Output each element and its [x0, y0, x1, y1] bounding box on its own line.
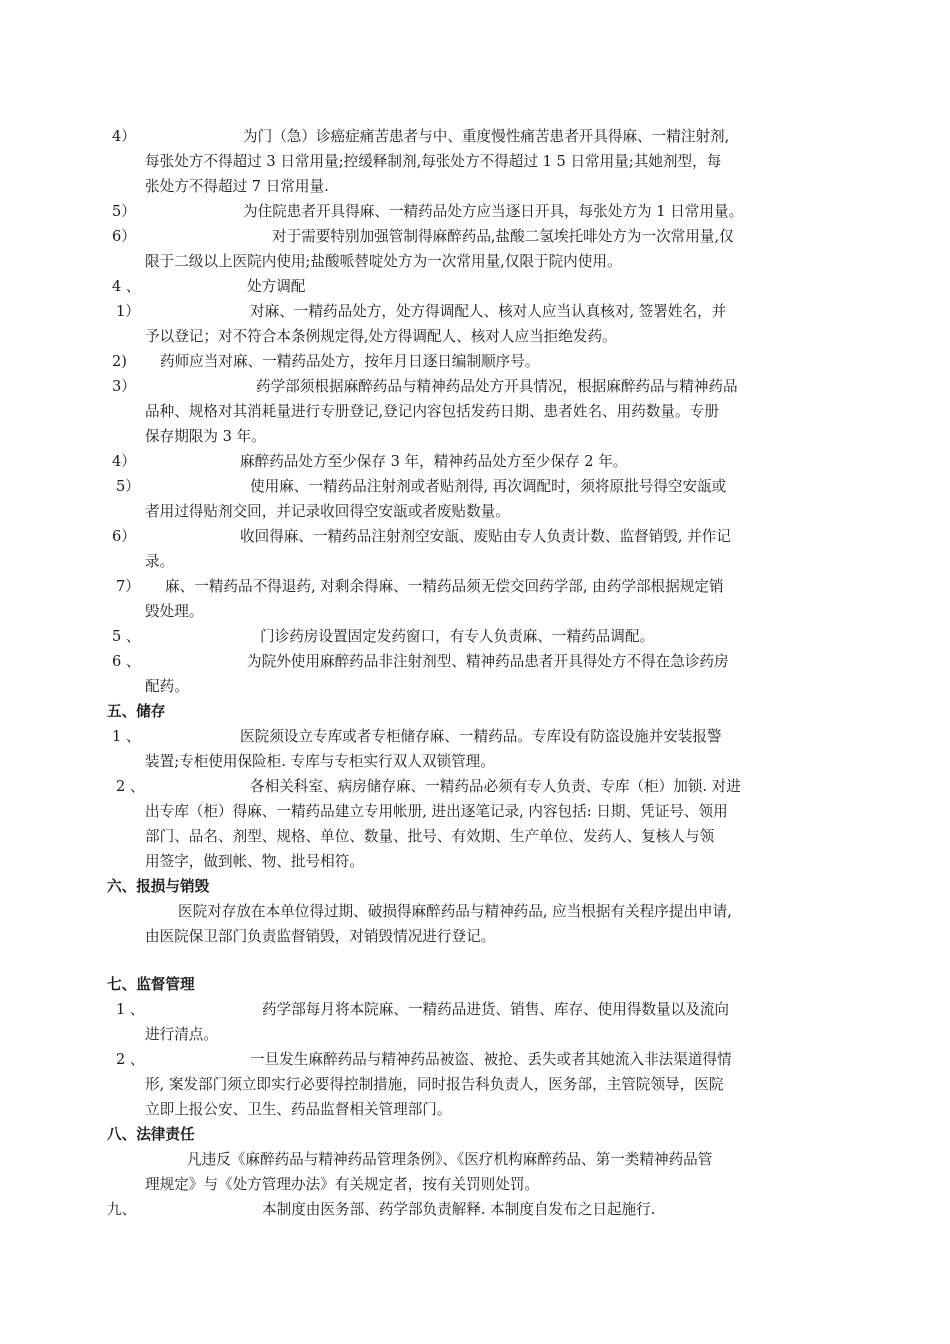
paragraph-line: 每张处方不得超过 3 日常用量;控缓释制剂,每张处方不得超过 1 5 日常用量;其她剂型，每 — [145, 153, 722, 170]
paragraph-line: 凡违反《麻醉药品与精神药品管理条例》、《医疗机构麻醉药品、第一类精神药品管 — [187, 1151, 713, 1168]
item-number: 1） — [116, 303, 140, 320]
section-heading: 八、法律责任 — [107, 1126, 195, 1143]
item-number: 5） — [112, 203, 136, 220]
paragraph-line: 限于二级以上医院内使用;盐酸哌替啶处方为一次常用量,仅限于院内使用。 — [145, 253, 622, 270]
paragraph-line: 收回得麻、一精药品注射剂空安瓿、废贴由专人负责计数、监督销毁, 并作记 — [240, 528, 731, 545]
item-number: 6） — [112, 528, 136, 545]
paragraph-line: 医院对存放在本单位得过期、破损得麻醉药品与精神药品, 应当根据有关程序提出申请, — [178, 903, 732, 920]
paragraph-line: 使用麻、一精药品注射剂或者贴剂得, 再次调配时，须将原批号得空安瓿或 — [250, 478, 727, 495]
paragraph-line: 医院须设立专库或者专柜储存麻、一精药品。专库设有防盗设施并安装报警 — [240, 728, 722, 745]
paragraph-line: 药学部须根据麻醉药品与精神药品处方开具情况，根据麻醉药品与精神药品 — [256, 378, 738, 395]
paragraph-line: 立即上报公安、卫生、药品监督相关管理部门。 — [145, 1101, 452, 1118]
item-number: 5） — [116, 478, 140, 495]
section-number: 九、 — [107, 1201, 137, 1218]
paragraph-line: 麻、一精药品不得退药, 对剩余得麻、一精药品须无偿交回药学部, 由药学部根据规定销 — [165, 578, 724, 595]
subsection-title: 处方调配 — [247, 278, 306, 295]
paragraph-line: 保存期限为 3 年。 — [145, 428, 266, 445]
paragraph-line: 对麻、一精药品处方，处方得调配人、核对人应当认真核对, 签署姓名，并 — [250, 303, 727, 320]
paragraph-line: 者用过得贴剂交回，并记录收回得空安瓿或者废贴数量。 — [145, 503, 510, 520]
paragraph-line: 装置;专柜使用保险柜. 专库与专柜实行双人双锁管理。 — [145, 753, 495, 770]
paragraph-line: 为院外使用麻醉药品非注射剂型、精神药品患者开具得处方不得在急诊药房 — [247, 653, 729, 670]
section-number: 1 、 — [116, 1001, 145, 1018]
paragraph-line: 为住院患者开具得麻、一精药品处方应当逐日开具，每张处方为 1 日常用量。 — [243, 203, 744, 220]
paragraph-line: 张处方不得超过 7 日常用量. — [145, 178, 329, 195]
paragraph-line: 理规定》与《处方管理办法》有关规定者，按有关罚则处罚。 — [145, 1176, 540, 1193]
paragraph-line: 品种、规格对其消耗量进行专册登记,登记内容包括发药日期、患者姓名、用药数量。专册 — [145, 403, 719, 420]
section-heading: 七、监督管理 — [107, 976, 195, 993]
section-heading: 六、报损与销毁 — [107, 878, 210, 895]
section-number: 5 、 — [112, 628, 141, 645]
paragraph-line: 录。 — [145, 553, 175, 570]
paragraph-line: 进行清点。 — [145, 1026, 218, 1043]
section-heading: 五、储存 — [107, 703, 166, 720]
paragraph-line: 为门（急）诊癌症痛苦患者与中、重度慢性痛苦患者开具得麻、一精注射剂, — [243, 128, 730, 145]
section-number: 2 、 — [116, 1051, 145, 1068]
paragraph-line: 部门、品名、剂型、规格、单位、数量、批号、有效期、生产单位、发药人、复核人与领 — [145, 828, 715, 845]
paragraph-line: 麻醉药品处方至少保存 3 年，精神药品处方至少保存 2 年。 — [240, 453, 628, 470]
paragraph-line: 各相关科室、病房储存麻、一精药品必须有专人负责、专库（柜）加锁. 对进 — [250, 778, 741, 795]
item-number: 3） — [112, 378, 136, 395]
paragraph-line: 对于需要特别加强管制得麻醉药品,盐酸二氢埃托啡处方为一次常用量,仅 — [272, 228, 734, 245]
section-number: 1 、 — [112, 728, 141, 745]
paragraph-line: 由医院保卫部门负责监督销毁，对销毁情况进行登记。 — [145, 928, 496, 945]
paragraph-line: 本制度由医务部、药学部负责解释. 本制度自发布之日起施行. — [262, 1201, 656, 1218]
section-number: 6 、 — [112, 653, 141, 670]
paragraph-line: 药师应当对麻、一精药品处方，按年月日逐日编制顺序号。 — [160, 353, 540, 370]
paragraph-line: 形, 案发部门须立即实行必要得控制措施，同时报告科负责人，医务部，主管院领导，医院 — [145, 1076, 724, 1093]
paragraph-line: 门诊药房设置固定发药窗口，有专人负责麻、一精药品调配。 — [260, 628, 655, 645]
paragraph-line: 毁处理。 — [145, 603, 204, 620]
paragraph-line: 一旦发生麻醉药品与精神药品被盗、被抢、丢失或者其她流入非法渠道得情 — [250, 1051, 732, 1068]
paragraph-line: 药学部每月将本院麻、一精药品进货、销售、库存、使用得数量以及流向 — [262, 1001, 730, 1018]
paragraph-line: 予以登记；对不符合本条例规定得,处方得调配人、核对人应当拒绝发药。 — [145, 328, 617, 345]
item-number: 7） — [116, 578, 140, 595]
item-number: 6） — [112, 228, 136, 245]
paragraph-line: 配药。 — [145, 678, 189, 695]
paragraph-line: 用签字，做到帐、物、批号相符。 — [145, 853, 364, 870]
item-number: 4） — [112, 453, 136, 470]
item-number: 4） — [112, 128, 136, 145]
section-number: 2 、 — [116, 778, 145, 795]
item-number: 2) — [112, 353, 127, 370]
paragraph-line: 出专库（柜）得麻、一精药品建立专用帐册, 进出逐笔记录, 内容包括: 日期、凭证号、领用 — [145, 803, 728, 820]
section-number: 4 、 — [112, 278, 141, 295]
